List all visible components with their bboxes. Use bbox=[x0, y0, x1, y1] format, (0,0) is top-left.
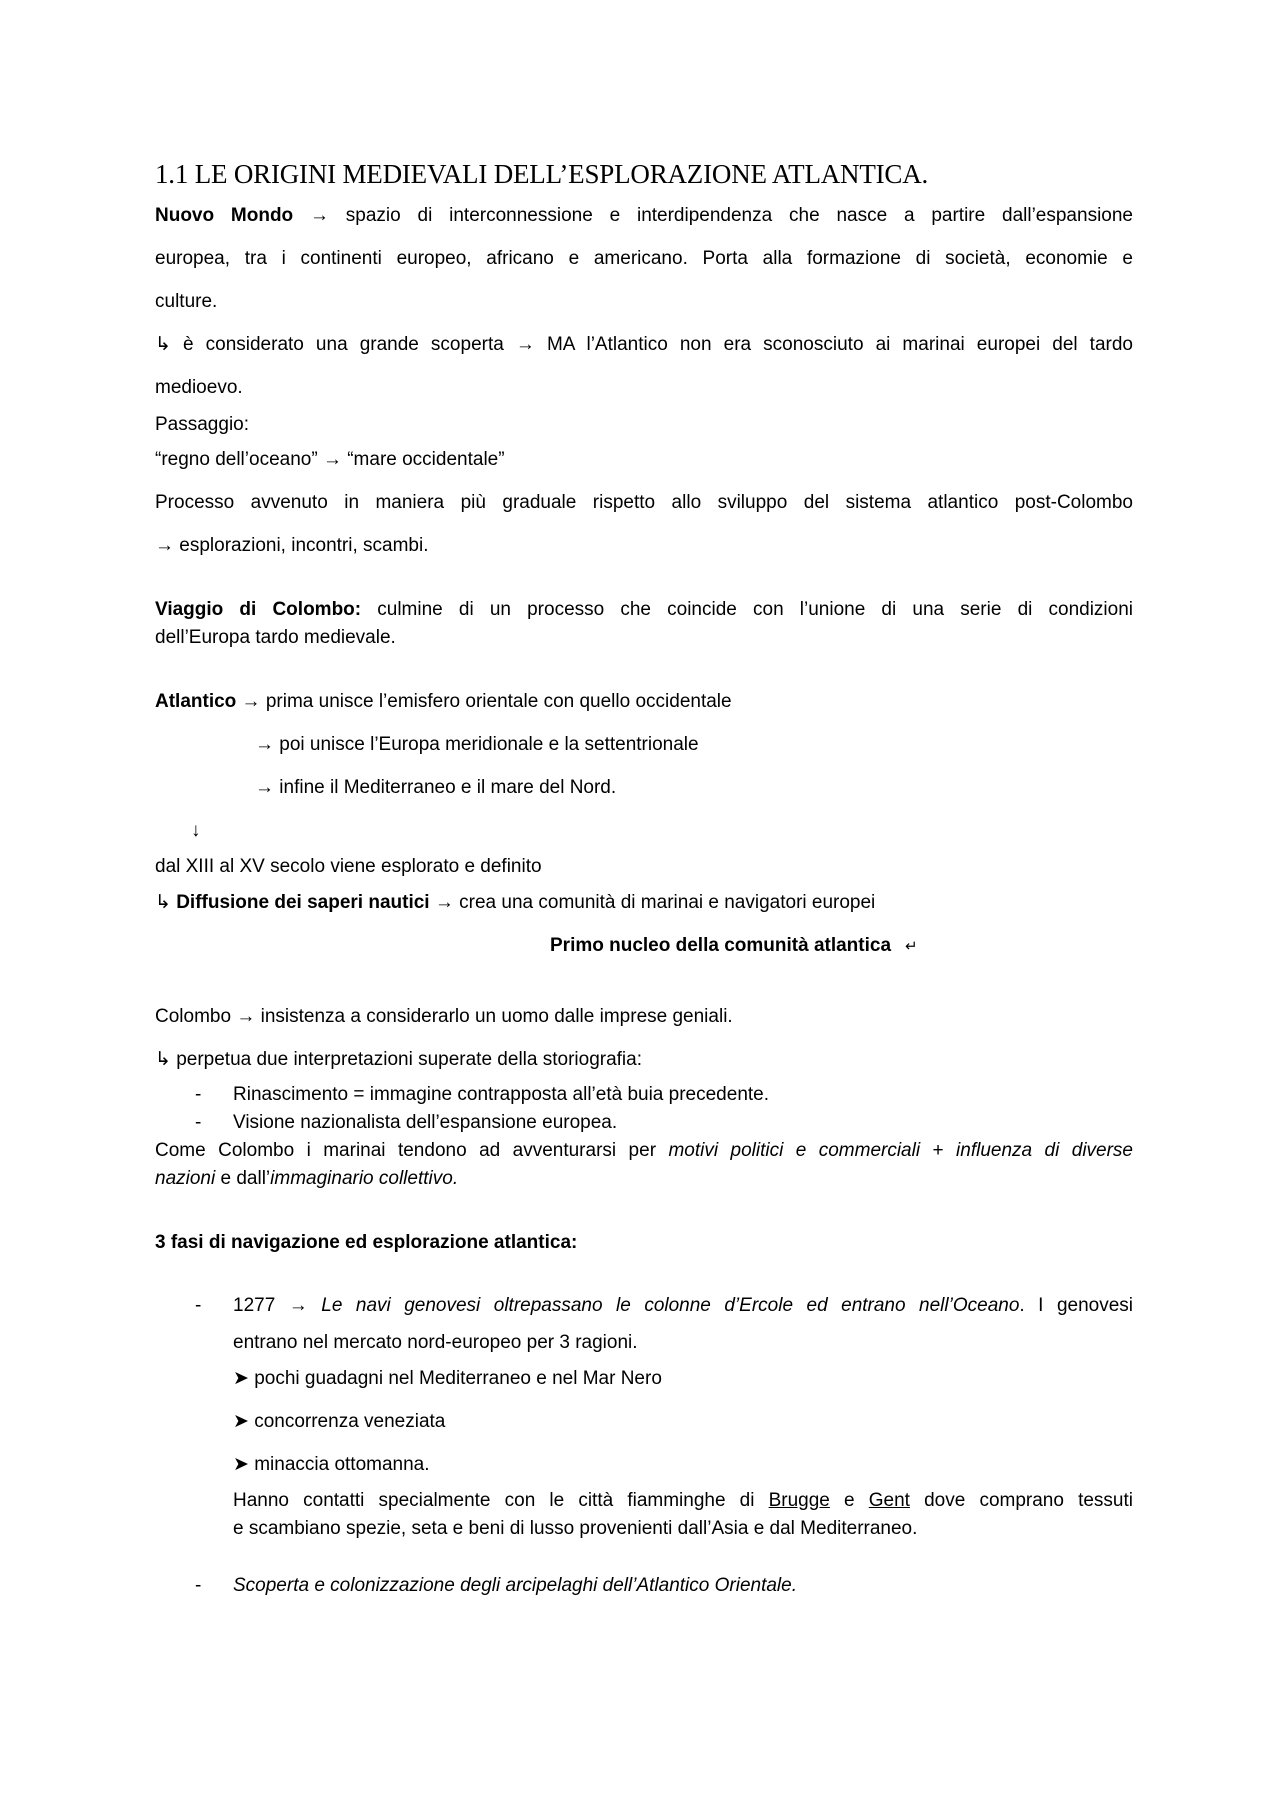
viaggio-line-2: dell’Europa tardo medievale. bbox=[155, 627, 396, 648]
diffusion-term: Diffusione dei saperi nautici bbox=[176, 892, 430, 913]
fasi-heading: 3 fasi di navigazione ed esplorazione atlantica: bbox=[155, 1232, 578, 1253]
gent-link: Gent bbox=[868, 1490, 910, 1511]
colombo-line-2: ↳ perpetua due interpretazioni superate della storiografia: bbox=[155, 1049, 642, 1070]
contacts-line-1: Hanno contatti specialmente con le città fiamminghe di Brugge e Gent dove comprano tessuti bbox=[233, 1490, 1133, 1511]
dash-bullet: - bbox=[195, 1575, 202, 1596]
nuovo-mondo-line-2: europea, tra i continenti europeo, africano e americano. Porta alla formazione di società, economie e bbox=[155, 248, 1133, 269]
come-colombo-line-1: Come Colombo i marinai tendono ad avventurarsi per motivi politici e commerciali + influenza di diverse bbox=[155, 1140, 1134, 1161]
down-arrow-icon: ↓ bbox=[191, 820, 201, 841]
viaggio-line-1: Viaggio di Colombo: culmine di un processo che coincide con l’unione di una serie di condizioni bbox=[155, 599, 1134, 620]
dash-bullet: - bbox=[195, 1112, 202, 1133]
nuovo-mondo-line-5: medioevo. bbox=[155, 377, 243, 398]
atlantico-term: Atlantico bbox=[155, 691, 237, 712]
reason-1: ➤ pochi guadagni nel Mediterraneo e nel Mar Nero bbox=[233, 1368, 662, 1389]
atlantico-line-1: Atlantico → prima unisce l’emisfero orientale con quello occidentale bbox=[155, 691, 732, 712]
nuovo-mondo-line-4: ↳ è considerato una grande scoperta → MA l’Atlantico non era sconosciuto ai marinai europei del tardo bbox=[155, 334, 1133, 355]
brugge-link: Brugge bbox=[768, 1490, 830, 1511]
nuovo-mondo-line-1: Nuovo Mondo → spazio di interconnessione e interdipendenza che nasce a partire dall’espansione bbox=[155, 205, 1133, 226]
nuovo-mondo-term: Nuovo Mondo bbox=[155, 205, 294, 226]
atlantico-line-3: → infine il Mediterraneo e il mare del Nord. bbox=[255, 777, 617, 798]
phase-1-line-2: entrano nel mercato nord-europeo per 3 ragioni. bbox=[233, 1332, 638, 1353]
passaggio-label: Passaggio: bbox=[155, 414, 250, 435]
dash-bullet: - bbox=[195, 1084, 202, 1105]
reason-2: ➤ concorrenza veneziata bbox=[233, 1411, 446, 1432]
dash-bullet: - bbox=[195, 1295, 202, 1316]
section-title: 1.1 LE ORIGINI MEDIEVALI DELL’ESPLORAZIONE ATLANTICA. bbox=[155, 159, 929, 189]
diffusion-line: ↳ Diffusione dei saperi nautici → crea una comunità di marinai e navigatori europei bbox=[155, 892, 876, 913]
nucleus-line bbox=[550, 934, 918, 959]
passaggio-quote: “regno dell’oceano” → “mare occidentale” bbox=[155, 449, 505, 470]
process-line-1: Processo avvenuto in maniera più graduale rispetto allo sviluppo del sistema atlantico post-Colombo bbox=[155, 492, 1133, 513]
contacts-line-2: e scambiano spezie, seta e beni di lusso provenienti dall’Asia e dal Mediterraneo. bbox=[233, 1518, 918, 1539]
return-arrow-icon: ↵ bbox=[905, 938, 918, 955]
nuovo-mondo-line-3: culture. bbox=[155, 291, 218, 312]
viaggio-term: Viaggio di Colombo: bbox=[155, 599, 362, 620]
colombo-line-1: Colombo → insistenza a considerarlo un uomo dalle imprese geniali. bbox=[155, 1006, 733, 1027]
explored-line: dal XIII al XV secolo viene esplorato e definito bbox=[155, 856, 542, 877]
document-page: 1.1 LE ORIGINI MEDIEVALI DELL’ESPLORAZIONE ATLANTICA. Nuovo Mondo → spazio di interconnessione e interdipendenza che nasce a partire dall’espansione europea, tra i continenti europeo, africano e americano. Porta alla formazione di società, economie e culture. ↳ è considerato una grande scoperta → MA l’Atlantico non era sconosciuto ai marinai europei del tardo medioevo. Passaggio: “regno dell’oceano” → “mare occidentale” Processo avvenuto in maniera più graduale rispetto allo sviluppo del sistema atlantico post-Colombo → esplorazioni, incontri, scambi. Viaggio di Colombo: culmine di un processo che coincide con l’unione di una serie di condizioni dell’Europa tardo medievale. Atlantico → prima unisce l’emisfero orientale con quello occidentale → poi unisce l’Europa meridionale e la settentrionale → infine il Mediterraneo e il mare del Nord. ↓ dal XIII al XV secolo viene esplorato e definito ↳ Diffusione dei saperi nautici → crea una comunità di marinai e navigatori europei Primo nucleo della comunità atlantica ↵ Colombo → insistenza a considerarlo un uomo dalle imprese geniali. ↳ perpetua due interpretazioni superate della storiografia: - Rinascimento = immagine contrapposta all’età buia precedente. - Visione nazionalista dell’espansione europea. Come Colombo i marinai tendono ad avventurarsi per motivi politici e commerciali + influenza di diverse nazioni e dall’immaginario collettivo. 3 fasi di navigazione ed esplorazione atlantica: - 1277 → Le navi genovesi oltrepassano le colonne d’Ercole ed entrano nell’Oceano. I genovesi entrano nel mercato nord-europeo per 3 ragioni. ➤ pochi guadagni nel Mediterraneo e nel Mar Nero ➤ concorrenza veneziata ➤ minaccia ottomanna. Hanno contatti specialmente con le città fiamminghe di Brugge e Gent dove comprano tessuti e scambiano spezie, seta e beni di lusso provenienti dall’Asia e dal Mediterraneo. - Scoperta e colonizzazione degli arcipelaghi dell’Atlantico Orientale. bbox=[155, 159, 1134, 1596]
process-line-2: → esplorazioni, incontri, scambi. bbox=[155, 535, 429, 556]
nucleus-term: Primo nucleo della comunità atlantica bbox=[550, 935, 892, 956]
come-colombo-line-2: nazioni e dall’immaginario collettivo. bbox=[155, 1168, 459, 1189]
reason-3: ➤ minaccia ottomanna. bbox=[233, 1454, 430, 1475]
atlantico-line-2: → poi unisce l’Europa meridionale e la settentrionale bbox=[255, 734, 699, 755]
